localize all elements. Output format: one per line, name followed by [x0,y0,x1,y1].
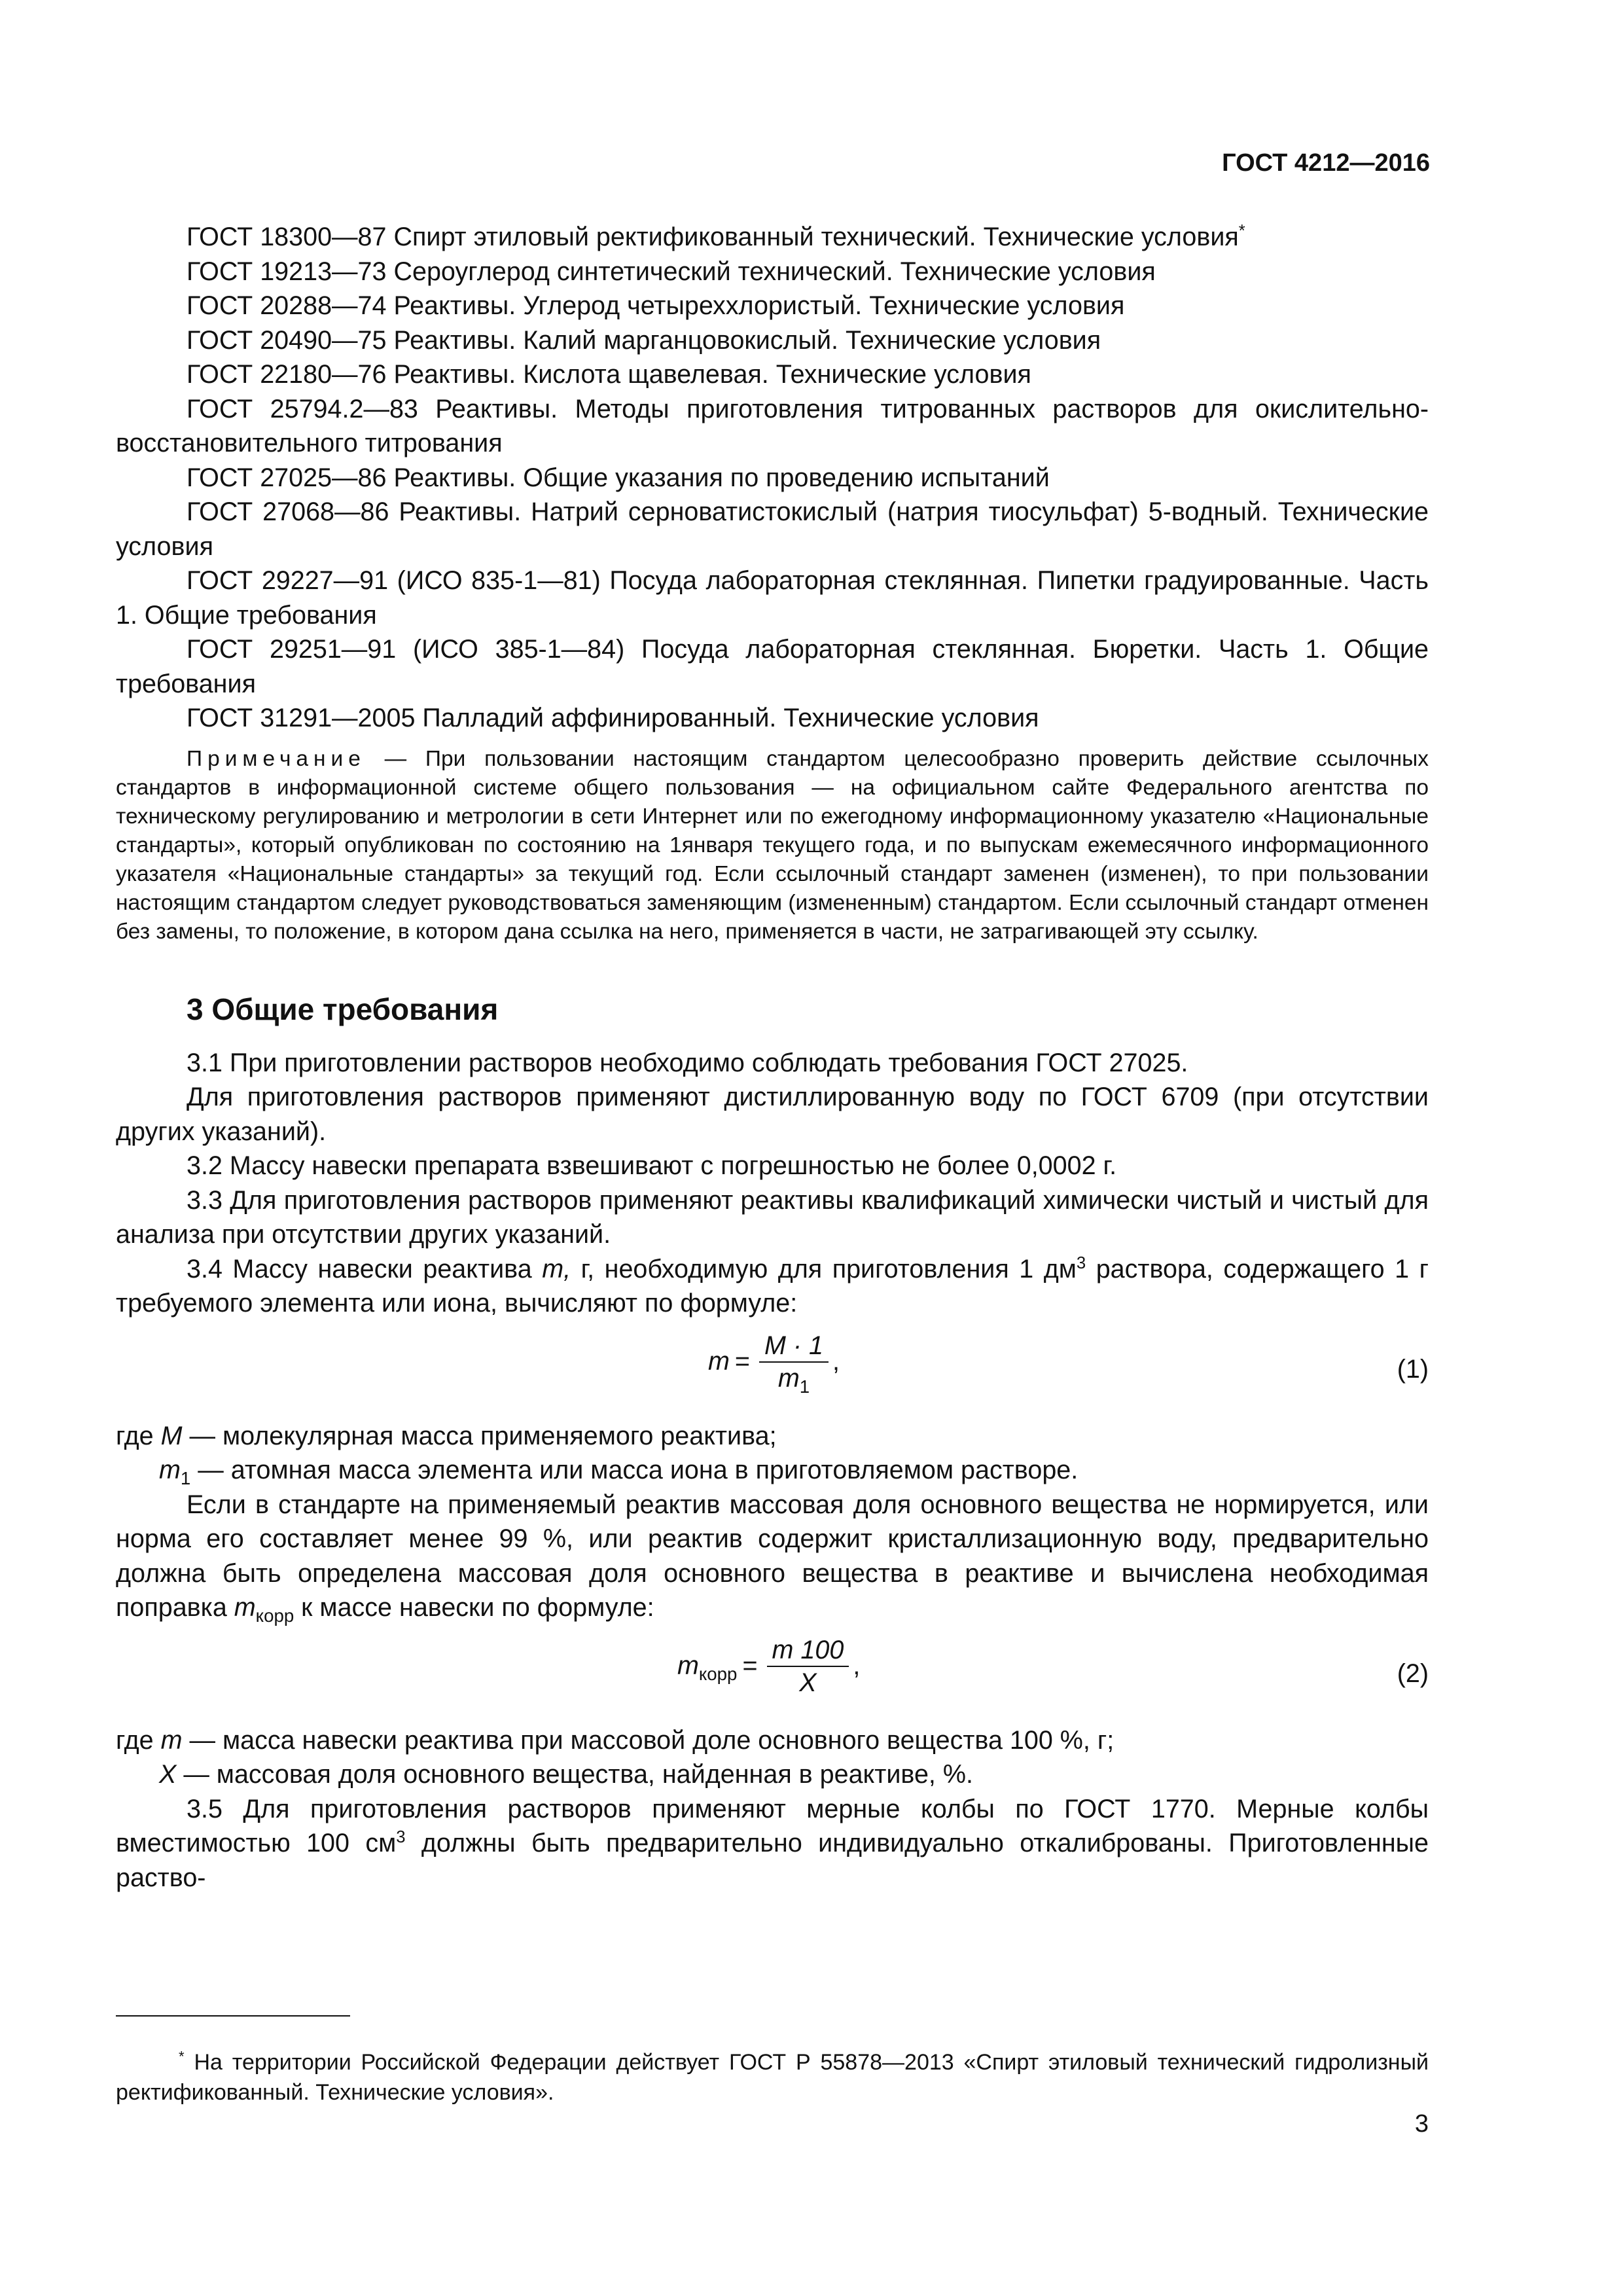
math-variable: X [799,1668,817,1697]
denominator [773,1363,815,1397]
clause-text: 3.4 Массу навески реактива [187,1254,543,1283]
reference-item: ГОСТ 27068—86 Реактивы. Натрий серноватистокислый (натрия тиосульфат) 5-водный. Технические условия [116,497,1429,561]
footnote-text: На территории Российской Федерации действует ГОСТ Р 55878—2013 «Спирт этиловый технический гидролизный ректификованный. Технические условия». [116,2050,1429,2105]
math-variable: X [159,1760,177,1789]
math-variable: m [677,1651,699,1681]
reference-item: ГОСТ 27025—86 Реактивы. Общие указания по проведению испытаний [187,463,1050,492]
denominator [794,1667,821,1698]
math-variable: M [160,1421,183,1450]
footnote-divider [116,2015,350,2017]
formula-2 [116,1625,1429,1723]
footnote-marker[interactable]: * [1238,221,1245,240]
formula-comma: , [832,1347,840,1376]
note-paragraph [116,745,1429,946]
clause-text: раствора, содержащего 1 г требуемого элемента или иона, вычисляют по формуле: [116,1254,1429,1318]
main-content [116,220,1429,1895]
formula-lhs [677,1649,737,1683]
math-variable: m [160,1725,183,1755]
formula-1 [116,1321,1429,1419]
superscript: 3 [1076,1253,1086,1272]
reference-item: ГОСТ 31291—2005 Палладий аффинированный. Технические условия [187,704,1039,732]
clause-3-2: 3.2 Массу навески препарата взвешивают с погрешностью не более 0,0002 г. [187,1151,1117,1180]
fraction [767,1634,849,1698]
formula-comma: , [853,1651,861,1681]
numerator-text: M · 1 [764,1331,823,1360]
clause-3-1: 3.1 При приготовлении растворов необходимо соблюдать требования ГОСТ 27025. [187,1048,1188,1077]
clause-3-4 [116,1252,1429,1321]
page-header-doc-id: ГОСТ 4212—2016 [1222,149,1430,177]
reference-item [116,220,1429,255]
section-heading: 3 Общие требования [187,992,499,1026]
definition-text: — масса навески реактива при массовой доле основного вещества 100 %, г; [182,1725,1115,1755]
page-number: 3 [1414,2110,1429,2138]
where-word: где [116,1725,161,1755]
numerator [767,1634,849,1667]
clause-text: должны быть предварительно индивидуально откалиброваны. Приготовленные раство- [116,1829,1429,1892]
formula-number: (1) [1397,1354,1429,1384]
note-text: — При пользовании настоящим стандартом целесообразно проверить действие ссылочных стандартов в информационной системе общего пользования — на официальном сайте Федерального агентства по техническому регулированию и метрологии в сети Интернет или по ежегодному информационному указателю «Национальные стандарты», который опубликован по состоянию на 1января текущего года, и по выпускам ежемесячного информационного указателя «Национальные стандарты» за текущий год. Если ссылочный стандарт заменен (изменен), то при пользовании настоящим стандартом следует руководствоваться заменяющим (измененным) стандартом. Если ссылочный стандарт отменен без замены, то положение, в котором дана ссылка на него, применяется в части, не затрагивающей эту ссылку. [116,746,1429,944]
reference-item: ГОСТ 25794.2—83 Реактивы. Методы приготовления титрованных растворов для окислительно-восстановительного титрования [116,394,1429,457]
formula-2-expression [677,1634,860,1698]
clause-3-1-water: Для приготовления растворов применяют дистиллированную воду по ГОСТ 6709 (при отсутствии других указаний). [116,1083,1429,1146]
formula-1-expression [708,1330,840,1397]
definition-text: — атомная масса элемента или масса иона в приготовляемом растворе. [190,1456,1079,1484]
clause-3-5 [116,1792,1429,1895]
equals-sign: = [734,1347,750,1376]
reference-item: ГОСТ 20288—74 Реактивы. Углерод четыреххлористый. Технические условия [187,291,1125,320]
where-word: где [116,1421,161,1450]
math-variable: m [708,1347,730,1376]
paragraph-text: к массе навески по формуле: [294,1593,654,1622]
math-variable: m, [542,1254,571,1283]
numerator [759,1330,829,1363]
math-variable: m [234,1593,256,1622]
fraction [759,1330,829,1397]
paragraph-text: Если в стандарте на применяемый реактив массовая доля основного вещества не нормируется, или норма его составляет менее 99 %, или реактив содержит кристаллизационную воду, предварительно должна быть определена массовая доля основного вещества в реактиве и вычислена необходимая поправка [116,1490,1429,1622]
footnote [116,2047,1429,2108]
reference-text: ГОСТ 18300—87 Спирт этиловый ректификованный технический. Технические условия [187,223,1239,251]
footnote-marker: * [179,2048,185,2065]
superscript: 3 [396,1827,406,1846]
clause-text: 3.5 Для приготовления растворов применяют мерные колбы по ГОСТ 1770. Мерные колбы вместимостью 100 см [116,1794,1429,1857]
reference-item: ГОСТ 19213—73 Сероуглерод синтетический технический. Технические условия [187,257,1156,286]
subscript: 1 [180,1467,191,1488]
definition-m1 [116,1453,1429,1488]
reference-item: ГОСТ 20490—75 Реактивы. Калий марганцовокислый. Технические условия [187,325,1101,355]
formula-number: (2) [1397,1659,1429,1688]
note-label: Примечание [187,746,366,771]
correction-paragraph [116,1488,1429,1625]
subscript: корр [255,1605,294,1626]
definition-X [116,1757,1429,1792]
math-variable: m [159,1456,181,1484]
reference-item: ГОСТ 22180—76 Реактивы. Кислота щавелевая. Технические условия [187,360,1031,389]
definition-text: — молекулярная масса применяемого реактива; [182,1421,777,1450]
clause-text: г, необходимую для приготовления 1 дм [571,1254,1077,1283]
references-list [116,220,1429,736]
subscript: 1 [799,1376,810,1397]
numerator-text: m 100 [772,1635,844,1664]
definition-M [116,1419,1429,1454]
definition-text: — массовая доля основного вещества, найденная в реактиве, %. [176,1760,973,1789]
reference-item: ГОСТ 29251—91 (ИСО 385-1—84) Посуда лабораторная стеклянная. Бюретки. Часть 1. Общие требования [116,635,1429,698]
subscript: корр [698,1664,738,1685]
clause-3-3: 3.3 Для приготовления растворов применяют реактивы квалификаций химически чистый и чистый для анализа при отсутствии других указаний. [116,1185,1429,1249]
definition-m [116,1723,1429,1758]
reference-item: ГОСТ 29227—91 (ИСО 835-1—81) Посуда лабораторная стеклянная. Пипетки градуированные. Часть 1. Общие требования [116,566,1429,630]
equals-sign: = [742,1651,758,1681]
math-variable: m [777,1363,800,1393]
